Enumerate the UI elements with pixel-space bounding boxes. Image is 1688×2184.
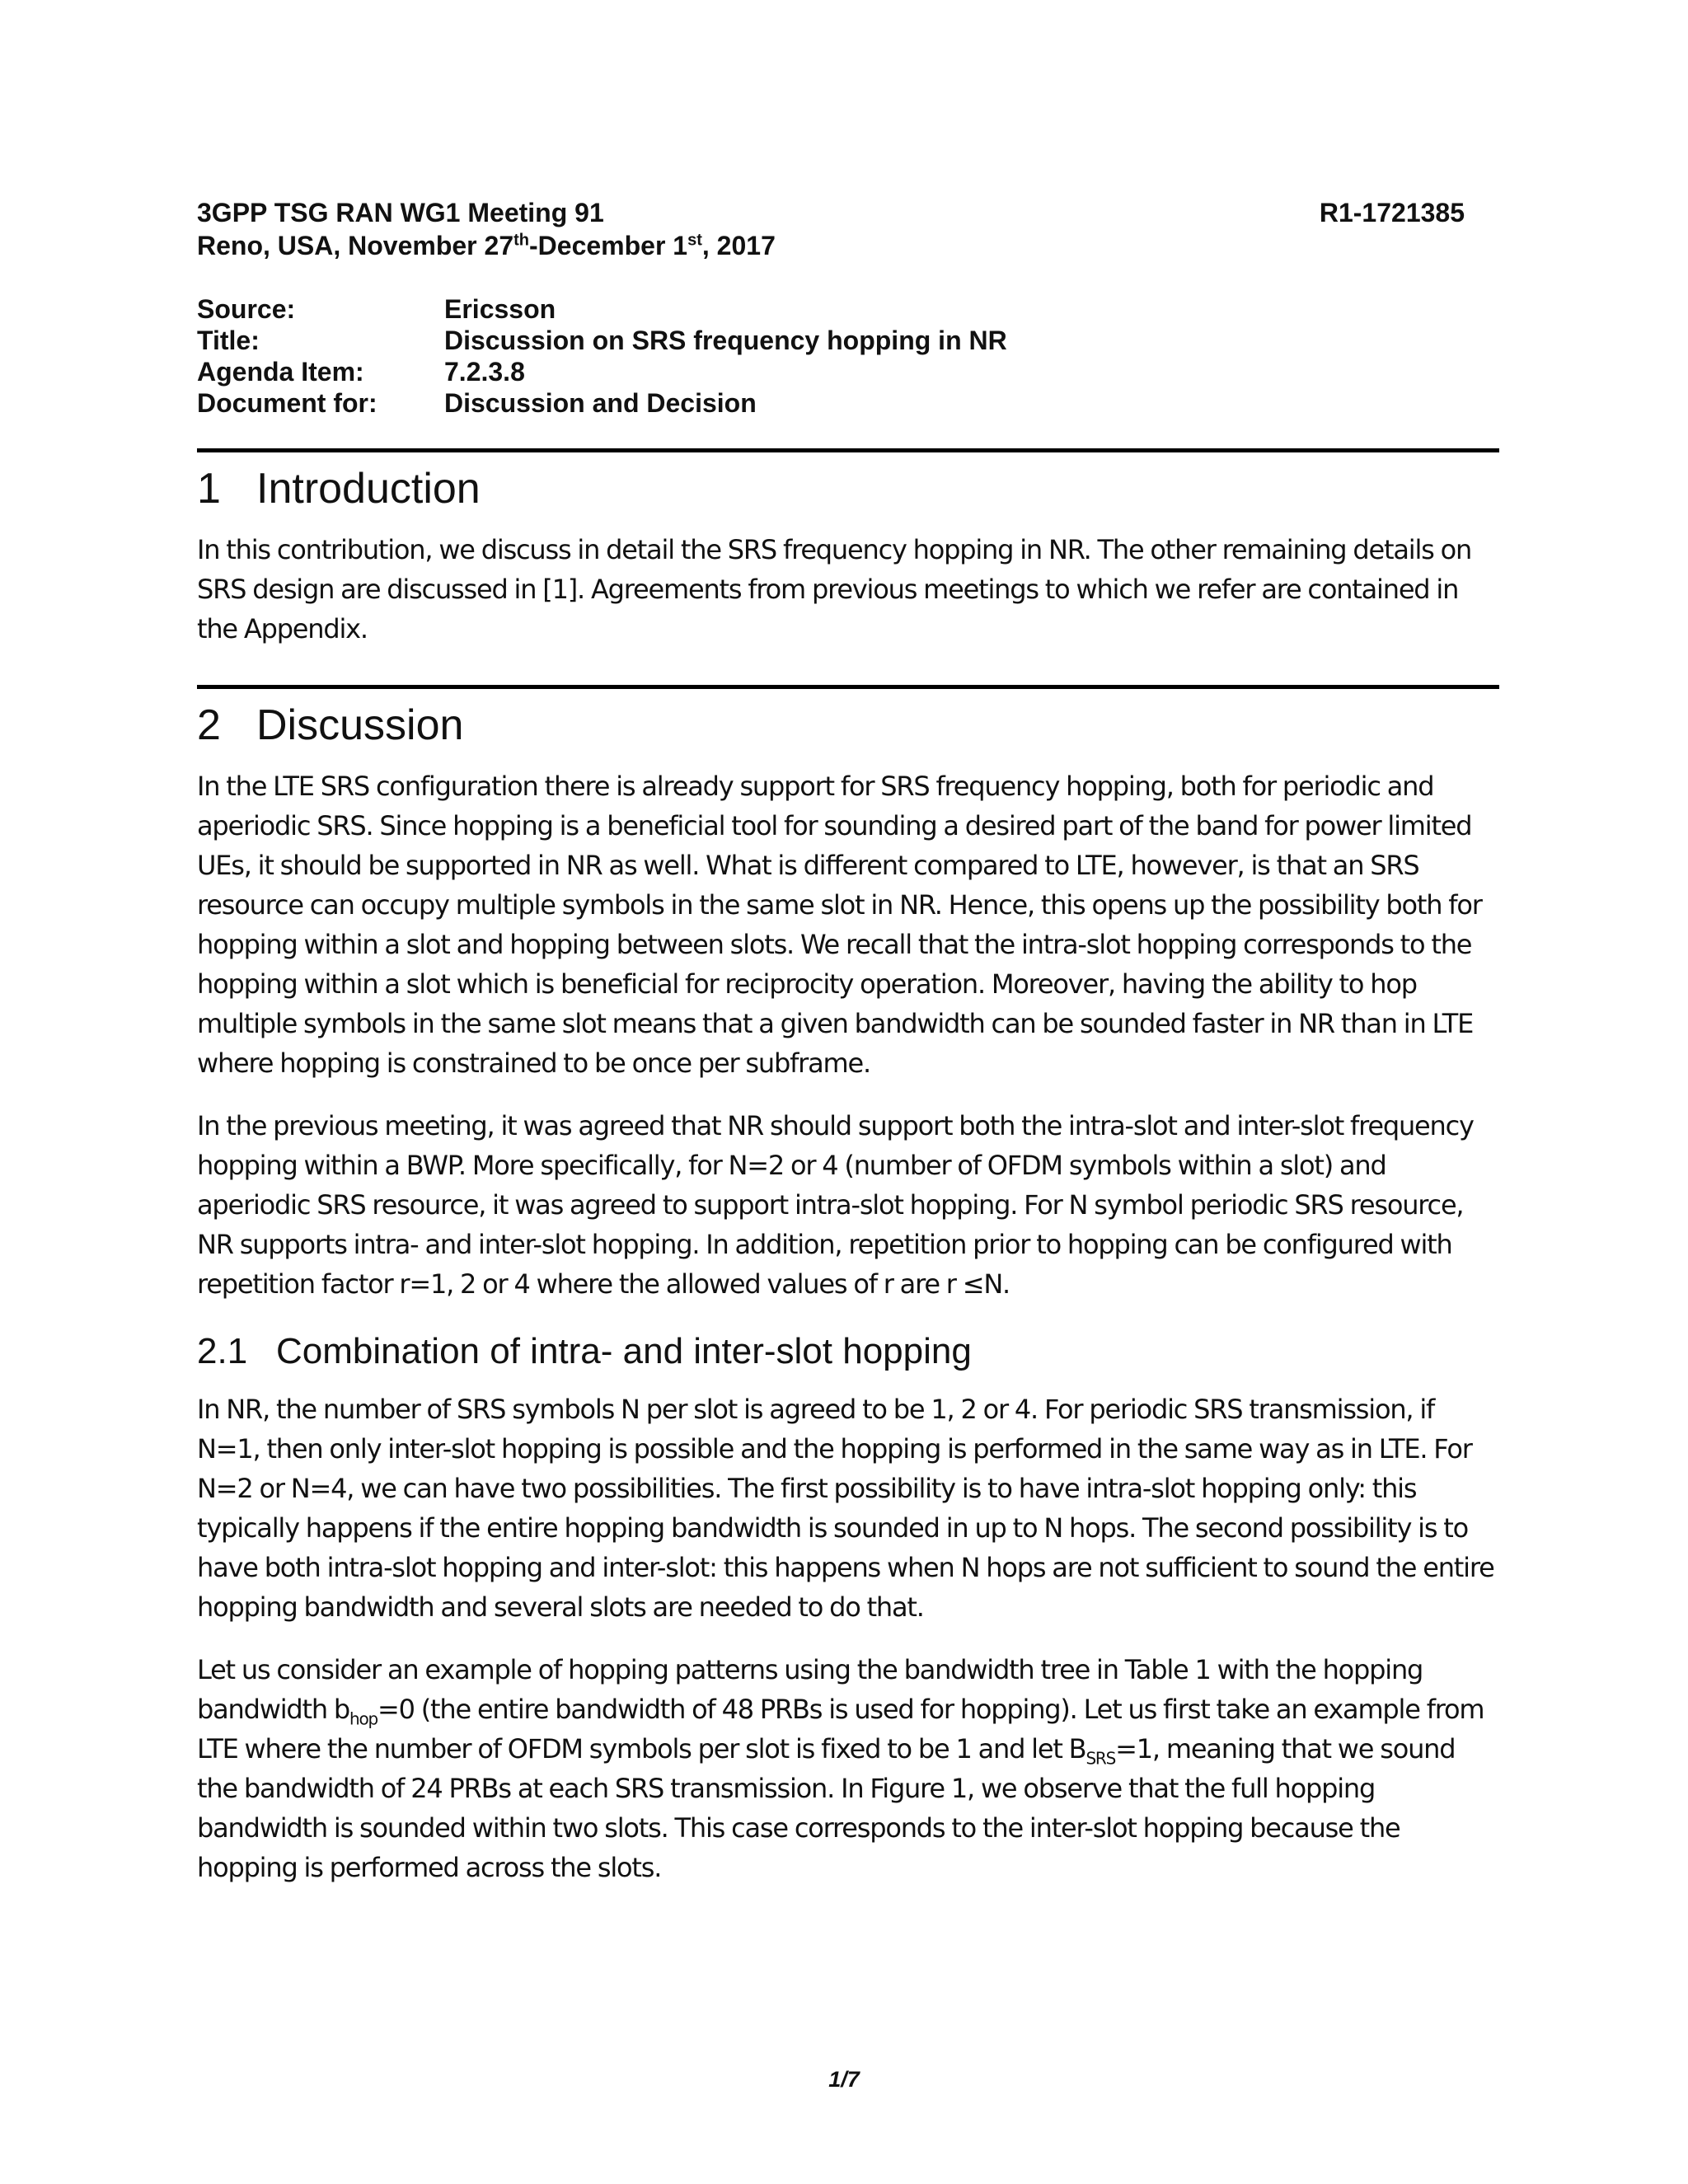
discussion-paragraph-2: In the previous meeting, it was agreed that NR should support both the intra-slot and inter-slot frequency hopping within a BWP. More specifically, for N=2 or 4 (number of OFDM symbols within a slot) and aperiodic SRS resource, it was agreed to support intra-slot hopping. For N symbol periodic SRS resource, NR supports intra- and inter-slot hopping. In addition, repetition prior to hopping can be configured with repetition factor r=1, 2 or 4 where the allowed values of r are r ≤N. xyxy=(197,1110,1474,1300)
heading-2-1: 2.1 Combination of intra- and inter-slot hopping xyxy=(197,1331,972,1371)
meta-agenda-item: Agenda Item: 7.2.3.8 xyxy=(197,357,525,387)
meta-source: Source: Ericsson xyxy=(197,294,556,324)
meta-title: Title: Discussion on SRS frequency hopping in NR xyxy=(197,326,1007,355)
meeting-title: 3GPP TSG RAN WG1 Meeting 91 xyxy=(197,198,604,227)
document-page xyxy=(197,196,1499,1887)
header-row xyxy=(197,196,1499,229)
discussion-paragraph-1: In the LTE SRS configuration there is already support for SRS frequency hopping, both for periodic and aperiodic SRS. Since hopping is a beneficial tool for sounding a desired part of the band for power limited UEs, it should be supported in NR as well. What is different compared to LTE, however, is that an SRS resource can occupy multiple symbols in the same slot in NR. Hence, this opens up the possibility both for hopping within a slot and hopping between slots. We recall that the intra-slot hopping corresponds to the hopping within a slot which is beneficial for reciprocity operation. Moreover, having the ability to hop multiple symbols in the same slot means that a given bandwidth can be sounded faster in NR than in LTE where hopping is constrained to be once per subframe. xyxy=(197,771,1482,1079)
section-2-1-paragraph-1: In NR, the number of SRS symbols N per slot is agreed to be 1, 2 or 4. For periodic SRS transmission, if N=1, then only inter-slot hopping is possible and the hopping is performed in the same way as in LTE. For N=2 or N=4, we can have two possibilities. The first possibility is to have intra-slot hopping only: this typically happens if the entire hopping bandwidth is sounded in up to N hops. The second possibility is to have both intra-slot hopping and inter-slot: this happens when N hops are not sufficient to sound the entire hopping bandwidth and several slots are needed to do that. xyxy=(197,1394,1494,1623)
meta-document-for: Document for: Discussion and Decision xyxy=(197,388,757,418)
section-2-1-paragraph-2: Let us consider an example of hopping patterns using the bandwidth tree in Table 1 with the hopping bandwidth $b_{hop}=0$ (the entire bandwidth of 48 PRBs is used for hopping). Let us first take an example from LTE where the number of OFDM symbols per slot is fixed to be 1 and let $B_{SRS}=1$, meaning that we sound the bandwidth of 24 PRBs at each SRS transmission. In Figure 1, we observe that the full hopping bandwidth is sounded within two slots. This case corresponds to the inter-slot hopping because the hopping is performed across the slots. xyxy=(197,1654,1484,1883)
document-number: R1-1721385 xyxy=(1319,198,1465,227)
page-number: 1/7 xyxy=(828,2067,860,2092)
meeting-location: Reno, USA, November 27th-December 1st, 2017 xyxy=(197,231,776,260)
heading-introduction: 1 Introduction xyxy=(197,448,1499,515)
heading-discussion: 2 Discussion xyxy=(197,685,1499,752)
intro-paragraph: In this contribution, we discuss in detail the SRS frequency hopping in NR. The other remaining details on SRS design are discussed in [1]. Agreements from previous meetings to which we refer are contained in the Appendix. xyxy=(197,534,1472,644)
document-metadata xyxy=(197,293,1499,419)
